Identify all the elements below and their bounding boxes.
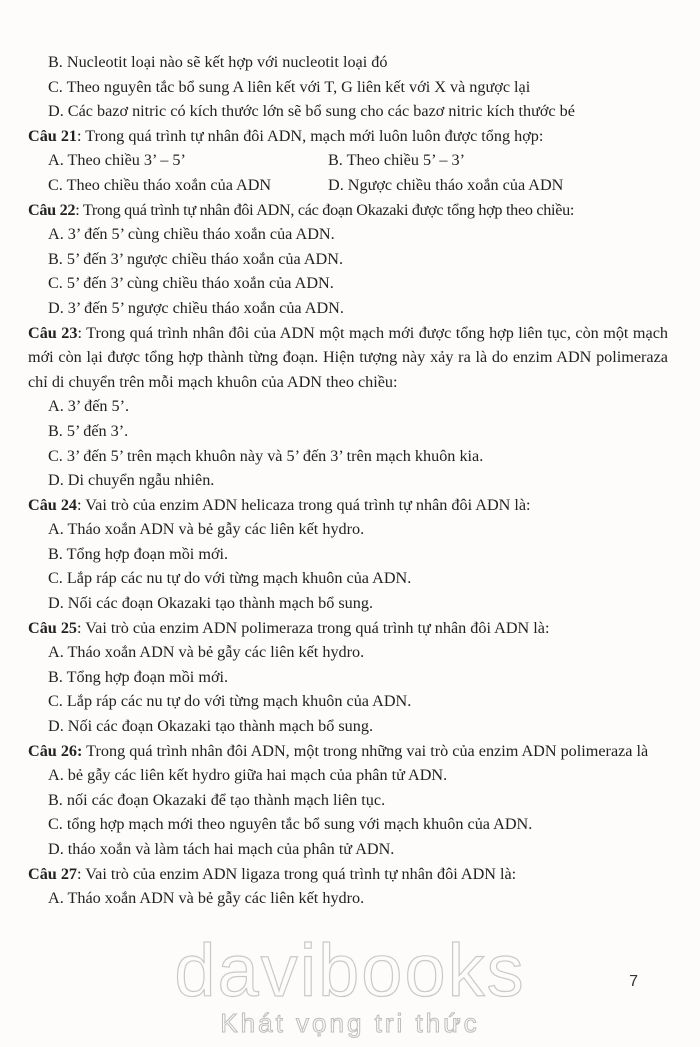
question-text: : Vai trò của enzim ADN helicaza trong quá trình tự nhân đôi ADN là: [77,495,531,514]
option-d: D. Ngược chiều tháo xoắn của ADN [328,175,564,194]
question-text: : Trong quá trình tự nhân đôi ADN, mạch mới luôn luôn được tổng hợp: [77,126,544,145]
option-c: C. 3’ đến 5’ trên mạch khuôn này và 5’ đến 3’ trên mạch khuôn kia. [48,446,484,465]
option-d: D. Nối các đoạn Okazaki tạo thành mạch bổ sung. [48,717,373,736]
option-b: B. Theo chiều 5’ – 3’ [328,151,465,170]
question-22 [28,198,668,321]
page-content [28,50,668,911]
question-number: Câu 26: [28,741,83,760]
option-c: C. Lắp ráp các nu tự do với từng mạch khuôn của ADN. [48,569,412,588]
option-a: A. 3’ đến 5’ cùng chiều tháo xoắn của ADN. [48,225,335,244]
option-a: A. Tháo xoắn ADN và bẻ gẫy các liên kết hydro. [48,520,365,539]
question-text: : Trong quá trình nhân đôi của ADN một mạch mới được tổng hợp liên tục, còn một mạch mới còn lại được tổng hợp thành từng đoạn. Hiện tượng này xảy ra là do enzim ADN polimeraza chỉ di chuyển trên mỗi mạch khuôn của ADN theo chiều: [28,323,668,391]
question-number: Câu 23 [28,323,78,342]
option-a: A. Tháo xoắn ADN và bẻ gẫy các liên kết hydro. [48,643,365,662]
question-24 [28,493,668,616]
option-a: A. bẻ gẫy các liên kết hydro giữa hai mạch của phân tử ADN. [48,766,448,785]
question-number: Câu 25 [28,618,78,637]
option-a: A. Tháo xoắn ADN và bẻ gẫy các liên kết hydro. [48,889,365,908]
question-25 [28,616,668,739]
option-c: C. Lắp ráp các nu tự do với từng mạch khuôn của ADN. [48,692,412,711]
option-a: A. 3’ đến 5’. [48,397,130,416]
watermark-brand: davibooks [174,929,526,1012]
option-c-prev: C. Theo nguyên tắc bổ sung A liên kết với T, G liên kết với X và ngược lại [48,77,531,96]
option-c: C. Theo chiều tháo xoắn của ADN [48,175,272,194]
question-number: Câu 22 [28,200,76,219]
question-number: Câu 24 [28,495,78,514]
option-c: C. 5’ đến 3’ cùng chiều tháo xoắn của ADN. [48,274,334,293]
question-text: : Trong quá trình tự nhân đôi ADN, các đoạn Okazaki được tổng hợp theo chiều: [75,200,575,219]
option-b-prev: B. Nucleotit loại nào sẽ kết hợp với nucleotit loại đó [48,53,388,71]
option-b: B. Tổng hợp đoạn mồi mới. [48,667,229,686]
question-26 [28,739,668,862]
page-number: 7 [629,973,638,990]
question-text: Trong quá trình nhân đôi ADN, một trong những vai trò của enzim ADN polimeraza là [82,741,649,760]
option-b: B. 5’ đến 3’ ngược chiều tháo xoắn của ADN. [48,249,343,268]
watermark-tagline: Khát vọng tri thức [220,1008,480,1038]
option-d-prev: D. Các bazơ nitric có kích thước lớn sẽ bổ sung cho các bazơ nitric kích thước bé [48,102,575,121]
option-d: D. Di chuyển ngẫu nhiên. [48,471,215,490]
option-b: B. 5’ đến 3’. [48,421,129,440]
option-a: A. Theo chiều 3’ – 5’ [48,151,186,170]
option-c: C. tổng hợp mạch mới theo nguyên tắc bổ sung với mạch khuôn của ADN. [48,815,533,834]
question-number: Câu 27 [28,864,78,883]
question-23 [28,321,668,493]
question-text: : Vai trò của enzim ADN polimeraza trong quá trình tự nhân đôi ADN là: [77,618,550,637]
option-d: D. tháo xoắn và làm tách hai mạch của phân tử ADN. [48,840,395,858]
option-b: B. Tổng hợp đoạn mồi mới. [48,544,229,563]
question-27 [28,862,668,911]
option-d: D. Nối các đoạn Okazaki tạo thành mạch bổ sung. [48,594,373,613]
question-number: Câu 21 [28,126,78,145]
question-text: : Vai trò của enzim ADN ligaza trong quá trình tự nhân đôi ADN là: [77,864,517,883]
option-d: D. 3’ đến 5’ ngược chiều tháo xoắn của ADN. [48,298,344,317]
option-b: B. nối các đoạn Okazaki để tạo thành mạch liên tục. [48,790,386,809]
question-21 [28,124,668,198]
